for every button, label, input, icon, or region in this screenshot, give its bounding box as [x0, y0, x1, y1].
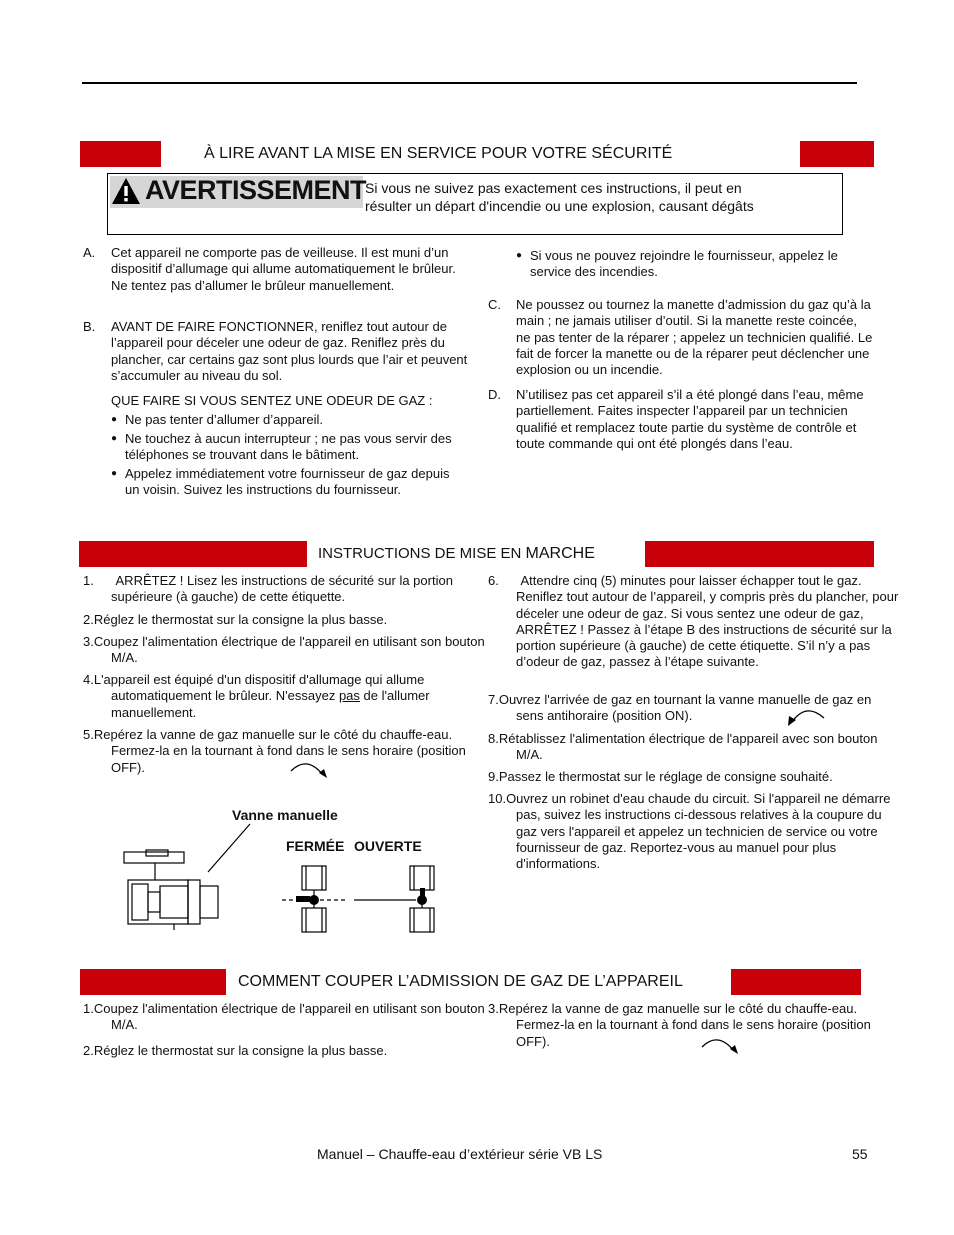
- bullet-text: Ne touchez à aucun interrupteur ; ne pas vous servir des téléphones se trouvant dans le bâtiment.: [125, 431, 452, 463]
- text-part: pas: [338, 688, 360, 704]
- item-label: D.: [488, 387, 501, 402]
- startup-step-7: 7.Ouvrez l'arrivée de gaz en tournant la vanne manuelle de gaz en sens antihoraire (position ON).: [488, 692, 872, 724]
- warning-title: AVERTISSEMENT: [145, 175, 367, 205]
- startup-step-1: 1. ARRÊTEZ ! Lisez les instructions de sécurité sur la portion supérieure (à gauche) de cette étiquette.: [83, 573, 453, 605]
- text-part: 4.L'appareil est équipé d'un dispositif d'allumage qui allume automatiquement le brûleur. N'essayez: [83, 672, 425, 704]
- shutdown-step-3: 3.Repérez la vanne de gaz manuelle sur le côté du chauffe-eau. Fermez-la en la tournant à fond dans le sens horaire (position OFF).: [488, 1001, 871, 1049]
- startup-step-2: 2.Réglez le thermostat sur la consigne la plus basse.: [83, 612, 388, 627]
- red-bar-right: [645, 541, 874, 567]
- red-bar-left: [79, 541, 307, 567]
- safety-item-b: [83, 319, 468, 384]
- item-text: Cet appareil ne comporte pas de veilleuse. Il est muni d’un dispositif d’allumage qui allume automatiquement le brûleur. Ne tentez pas d’allumer le brûleur manuellement.: [111, 245, 456, 293]
- item-label: B.: [83, 319, 96, 334]
- bullet-icon: ●: [516, 250, 523, 261]
- shutdown-section-title: COMMENT COUPER L’ADMISSION DE GAZ DE L’APPAREIL: [238, 973, 683, 990]
- startup-step-8: 8.Rétablissez l'alimentation électrique de l'appareil avec son bouton M/A.: [488, 731, 878, 763]
- startup-step-9: 9.Passez le thermostat sur le réglage de consigne souhaité.: [488, 769, 833, 784]
- startup-step-4: [83, 672, 486, 721]
- shutdown-step-1: 1.Coupez l'alimentation électrique de l'appareil en utilisant son bouton M/A.: [83, 1001, 485, 1033]
- item-text: Ne poussez ou tournez la manette d’admission du gaz qu’à la main ; ne jamais utiliser d’outil. Si la manette reste coincée, ne pas tenter de la réparer ; appelez un technicien qualifié. Le fait de forcer la manette ou de la réparer peut déclencher une explosion ou un incendie.: [516, 297, 873, 378]
- bullet-icon: ●: [111, 468, 118, 479]
- red-bar-right: [731, 969, 861, 995]
- red-bar-left: [80, 969, 226, 995]
- top-rule: [82, 82, 857, 84]
- open-label: OUVERTE: [354, 838, 422, 854]
- clockwise-arrow-icon: [700, 1033, 742, 1057]
- closed-label: FERMÉE: [286, 838, 345, 854]
- counterclockwise-arrow-icon: [784, 704, 826, 728]
- valve-label: Vanne manuelle: [232, 807, 338, 823]
- manual-valve-diagram: [110, 820, 450, 940]
- red-bar-right: [800, 141, 874, 167]
- clockwise-arrow-icon: [289, 757, 331, 781]
- safety-item-c: [488, 297, 873, 378]
- bullet-text: Si vous ne pouvez rejoindre le fournisseur, appelez le service des incendies.: [530, 248, 838, 280]
- text-part: de l'allumer manuellement.: [111, 688, 430, 720]
- footer-title: Manuel – Chauffe-eau d’extérieur série VB LS: [317, 1146, 603, 1162]
- safety-bullet: [111, 466, 461, 499]
- startup-section-title: [318, 545, 595, 563]
- title-part: MARCHE: [525, 545, 595, 562]
- warning-triangle-icon: [110, 176, 142, 206]
- item-text: N’utilisez pas cet appareil s’il a été plongé dans l’eau, même partiellement. Faites inspecter l’appareil par un technicien qualifié et remplacez toute partie du système de contrôle et toute commande qui ont été plongés dans l’eau.: [516, 387, 864, 451]
- safety-bullet: [516, 248, 871, 281]
- warning-line-1: Si vous ne suivez pas exactement ces instructions, il peut en: [365, 180, 742, 196]
- safety-bullet: [111, 431, 461, 464]
- item-label: C.: [488, 297, 501, 312]
- bullet-icon: ●: [111, 433, 118, 444]
- red-bar-left: [80, 141, 161, 167]
- safety-item-a: [83, 245, 468, 294]
- bullet-text: Appelez immédiatement votre fournisseur de gaz depuis un voisin. Suivez les instructions du fournisseur.: [125, 466, 450, 498]
- startup-step-3: 3.Coupez l'alimentation électrique de l'appareil en utilisant son bouton M/A.: [83, 634, 485, 666]
- gas-smell-heading: QUE FAIRE SI VOUS SENTEZ UNE ODEUR DE GAZ :: [111, 393, 433, 408]
- warning-line-2: résulter un départ d'incendie ou une explosion, causant dégâts: [365, 198, 754, 214]
- page-number: 55: [852, 1146, 868, 1162]
- startup-step-5: 5.Repérez la vanne de gaz manuelle sur le côté du chauffe-eau. Fermez-la en la tournant à fond dans le sens horaire (position OFF).: [83, 727, 466, 775]
- shutdown-step-2: 2.Réglez le thermostat sur la consigne la plus basse.: [83, 1043, 388, 1058]
- title-part: INSTRUCTIONS DE MISE EN: [318, 545, 526, 562]
- warning-text: [365, 179, 835, 215]
- startup-step-10: 10.Ouvrez un robinet d'eau chaude du circuit. Si l'appareil ne démarre pas, suivez les instructions ci-dessous relatives à la coupure du gaz vers l'appareil et appelez un technicien de service ou votre fournisseur de gaz. Reportez-vous au manuel pour plus d'informations.: [488, 791, 891, 872]
- safety-section-title: À LIRE AVANT LA MISE EN SERVICE POUR VOTRE SÉCURITÉ: [204, 145, 673, 162]
- startup-step-6: 6. Attendre cinq (5) minutes pour laisser échapper tout le gaz. Reniflez tout autour de l’appareil, y compris près du plancher, pour déceler une odeur de gaz. Si vous sentez une odeur de gaz, ARRÊTEZ ! Passez à l’étape B des instructions de sécurité sur la portion supérieure (à gauche) de cette étiquette. S’il n’y a pas d’odeur de gaz, passez à l’étape suivante.: [488, 573, 899, 670]
- safety-item-d: [488, 387, 873, 452]
- bullet-icon: ●: [111, 414, 118, 425]
- item-label: A.: [83, 245, 96, 260]
- item-text: AVANT DE FAIRE FONCTIONNER, reniflez tout autour de l’appareil pour déceler une odeur de gaz. Reniflez près du plancher, car certains gaz sont plus lourds que l’air et peuvent s’accumuler au niveau du sol.: [111, 319, 468, 383]
- bullet-text: Ne pas tenter d’allumer d’appareil.: [125, 412, 323, 427]
- safety-bullet: [111, 412, 461, 428]
